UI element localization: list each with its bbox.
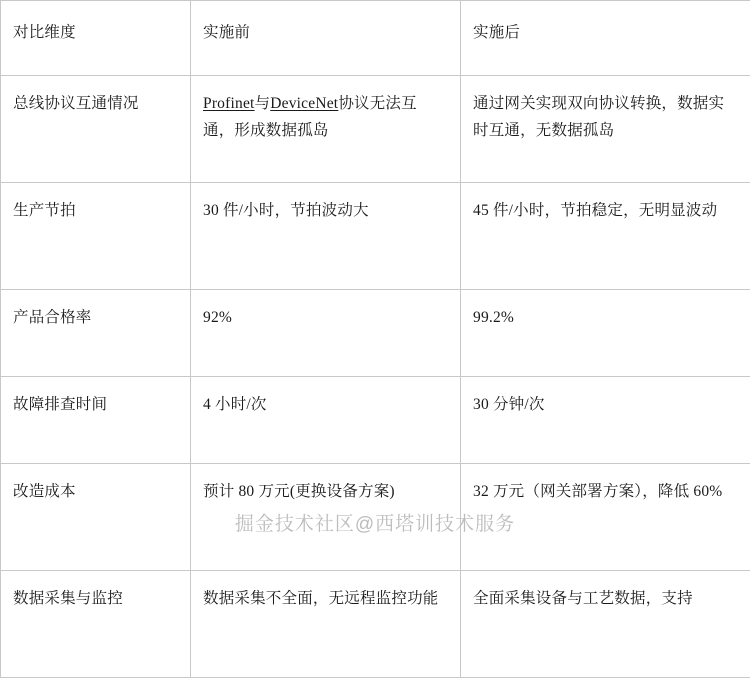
table-row — [1, 377, 750, 464]
table-row — [1, 290, 750, 377]
row-after-value: 全面采集设备与工艺数据，支持 — [461, 571, 750, 678]
row-dimension-label: 产品合格率 — [1, 290, 191, 377]
header-cell-before: 实施前 — [191, 1, 461, 76]
table-row — [1, 464, 750, 571]
watermark-text: 掘金技术社区@西塔训技术服务 — [235, 509, 515, 537]
row-before-conjunction: 与 — [255, 95, 271, 112]
header-cell-dimension: 对比维度 — [1, 1, 191, 76]
row-before-value: 预计 80 万元(更换设备方案) — [191, 464, 461, 571]
row-after-value: 45 件/小时，节拍稳定，无明显波动 — [461, 183, 750, 290]
row-dimension-label: 数据采集与监控 — [1, 571, 191, 678]
table-row — [1, 571, 750, 678]
row-after-value: 32 万元（网关部署方案），降低 60% — [461, 464, 750, 571]
row-before-value: 4 小时/次 — [191, 377, 461, 464]
row-dimension-label: 总线协议互通情况 — [1, 76, 191, 183]
row-before-value: 数据采集不全面，无远程监控功能 — [191, 571, 461, 678]
row-after-value: 99.2% — [461, 290, 750, 377]
protocol-name-profinet: Profinet — [203, 95, 255, 112]
table-row — [1, 76, 750, 183]
row-after-value: 30 分钟/次 — [461, 377, 750, 464]
header-cell-after: 实施后 — [461, 1, 750, 76]
row-dimension-label: 故障排查时间 — [1, 377, 191, 464]
row-before-suffix: 协议无法互通，形成数据孤岛 — [203, 95, 417, 139]
row-dimension-label: 生产节拍 — [1, 183, 191, 290]
protocol-name-devicenet: DeviceNet — [270, 95, 338, 112]
row-dimension-label: 改造成本 — [1, 464, 191, 571]
row-before-value: 30 件/小时，节拍波动大 — [191, 183, 461, 290]
table-row — [1, 183, 750, 290]
row-after-value: 通过网关实现双向协议转换，数据实时互通，无数据孤岛 — [461, 76, 750, 183]
row-before-value — [191, 76, 461, 183]
row-before-value: 92% — [191, 290, 461, 377]
table-header-row — [1, 1, 750, 76]
